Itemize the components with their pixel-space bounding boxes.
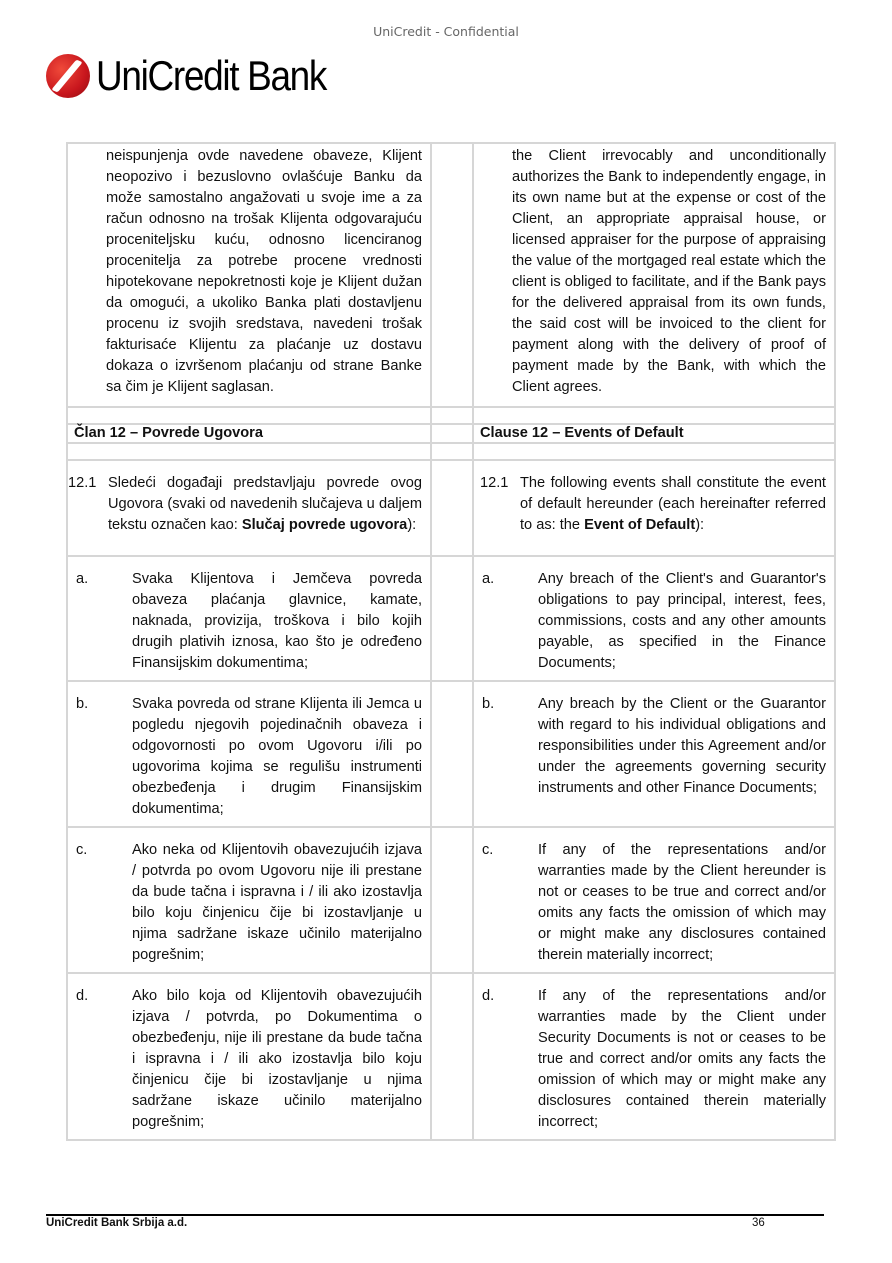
confidential-label: UniCredit - Confidential — [373, 24, 519, 39]
heading-en: Clause 12 – Events of Default — [473, 424, 835, 443]
intro-en: the Client irrevocably and unconditionally authorizes the Bank to independently engage, in its own name but at the expense or cost of the Client, an appropriate appraisal house, or licensed appraiser for the purpose of appraising the value of the mortgaged real estate which the client is obliged to facilitate, and if the Bank pays for the delivered appraisal from its own funds, the said cost will be invoiced to the client for payment along with the delivery of proof of payment made by the Bank, with which the Client agrees. — [512, 148, 826, 395]
defined-term: Slučaj povrede ugovora — [241, 517, 408, 533]
heading-sr: Član 12 – Povrede Ugovora — [67, 424, 431, 443]
bilingual-contract-table — [66, 142, 836, 1141]
clause-heading-row — [67, 424, 835, 443]
table-row — [67, 143, 835, 407]
intro-sr: neispunjenja ovde navedene obaveze, Klijent neopozivo i bezuslovno ovlašćuje Banku da može samostalno angažovati u svoje ime a za račun odnosno na trošak Klijenta odgovarajuću proceniteljsku kuću, odnosno licenciranog procenitelja za potrebe procene vrednosti hipotekovane nepokretnosti koje je Klijent dužan da omogući, a ukoliko Banka plati dostavljenu procenu iz svojih sredstava, navedeni trošak fakturisaće Klijentu za plaćanje uz dostavu dokaza o izvršenom plaćanju od strane Banke sa čim je Klijent saglasan. — [106, 148, 422, 395]
table-row: b. Svaka povreda od strane Klijenta ili Jemca u pogledu njegovih pojedinačnih obaveza i odgovornosti po ovom Ugovoru i/ili po ugovorima kojima se regulišu instrumenti obezbeđenja i drugim Finansijskim dokumentima; b. Any breach by the Client or the Guarantor with regard to his individual obligations and responsibilities under this Agreement and/or under the agreements governing security instruments and other Finance Documents; — [67, 681, 835, 827]
table-row: c. Ako neka od Klijentovih obavezujućih izjava / potvrda po ovom Ugovoru nije ili prestane da bude tačna i ispravna i / ili ako izostavlja bilo koju činjenicu čije bi izostavljanje u njima sadržane iskaze učinilo materijalno pogrešnim; c. If any of the representations and/or warranties made by the Client hereunder is not or ceases to be true and correct and/or omits any facts the omission of which may or might make any disclosures contained therein materially incorrect; — [67, 827, 835, 973]
footer-company: UniCredit Bank Srbija a.d. — [46, 1217, 188, 1229]
clause-number: 12.1 — [68, 475, 97, 491]
clause-number: 12.1 — [480, 475, 509, 491]
unicredit-logo-icon — [46, 54, 90, 98]
footer-divider — [46, 1214, 824, 1216]
logo-text: UniCredit Bank — [96, 52, 327, 99]
unicredit-logo — [46, 52, 357, 100]
table-row: a. Svaka Klijentova i Jemčeva povreda obaveza plaćanja glavnice, kamate, naknada, provizija, troškova i bilo kojih drugih plativih iznosa, kao što je određeno Finansijskim dokumentima; a. Any breach of the Client's and Guarantor's obligations to pay principal, interest, fees, commissions, costs and any other amounts payable, as specified in the Finance Documents; — [67, 556, 835, 681]
table-row: 12.1 Sledeći događaji predstavljaju povrede ovog Ugovora (svaki od navedenih slučajeva u daljem tekstu označen kao: Slučaj povrede ugovora): 12.1 The following events shall constitute the event of default hereunder (each hereinafter referred to as: the Event of Default): — [67, 460, 835, 556]
page-number: 36 — [752, 1217, 765, 1229]
defined-term: Event of Default — [584, 517, 696, 533]
table-row: d. Ako bilo koja od Klijentovih obavezujućih izjava / potvrda, po Dokumentima o obezbeđenju, nije ili prestane da bude tačna i ispravna i / ili ako izostavlja bilo koju činjenicu čije bi izostavljanje u njima sadržane iskaze učinilo materijalno pogrešnim; d. If any of the representations and/or warranties made by the Client under Security Documents is not or ceases to be true and correct and/or omits any facts the omission of which may or might make any disclosures contained therein materially incorrect; — [67, 973, 835, 1140]
